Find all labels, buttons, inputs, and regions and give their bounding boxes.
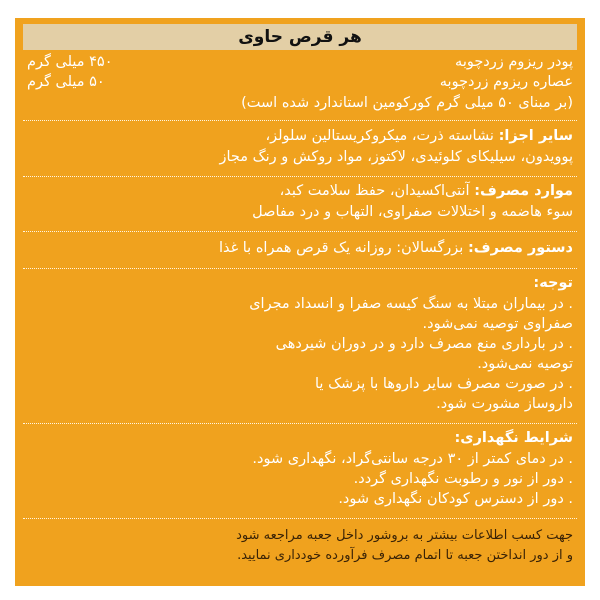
warning-line: صفراوی توصیه نمی‌شود. <box>422 316 573 332</box>
other-ingredients-line <box>25 128 573 144</box>
section-text: بزرگسالان: روزانه یک قرص همراه با غذا <box>218 240 468 256</box>
warning-line: توصیه نمی‌شود. <box>477 356 573 372</box>
uses-line: سوء هاضمه و اختلالات صفراوی، التهاب و درد مفاصل <box>252 204 573 220</box>
dosage-line <box>25 240 573 256</box>
standard-note: (بر مبنای ۵۰ میلی گرم کورکومین استاندارد شده است) <box>241 95 573 111</box>
section-text: نشاسته ذرت، میکروکریستالین سلولز، <box>265 128 499 144</box>
storage-line: . در دمای کمتر از ۳۰ درجه سانتی‌گراد، نگهداری شود. <box>252 451 573 467</box>
label-panel <box>15 18 585 586</box>
divider <box>23 268 577 269</box>
warning-line: . در بیماران مبتلا به سنگ کیسه صفرا و انسداد مجرای <box>249 296 573 312</box>
warnings-title: توجه: <box>533 275 573 291</box>
warning-line: . در بارداری منع مصرف دارد و در دوران شیردهی <box>275 336 573 352</box>
divider <box>23 176 577 177</box>
ingredient-row <box>27 54 573 70</box>
divider <box>23 423 577 424</box>
footer-line: جهت کسب اطلاعات بیشتر به بروشور داخل جعبه مراجعه شود <box>236 528 573 543</box>
ingredient-name: پودر ریزوم زردچوبه <box>455 54 573 70</box>
section-label: موارد مصرف: <box>474 183 573 199</box>
uses-line <box>25 183 573 199</box>
page-title: هر قرص حاوی <box>23 24 577 50</box>
footer-line: و از دور انداختن جعبه تا اتمام مصرف فرآورده خودداری نمایید. <box>237 548 573 563</box>
ingredient-dose: ۴۵۰ میلی گرم <box>27 54 113 70</box>
divider <box>23 231 577 232</box>
section-text: آنتی‌اکسیدان، حفظ سلامت کبد، <box>279 183 475 199</box>
warning-line: داروساز مشورت شود. <box>436 396 573 412</box>
warning-line: . در صورت مصرف سایر داروها با پزشک یا <box>315 376 573 392</box>
ingredient-row <box>27 74 573 90</box>
ingredient-dose: ۵۰ میلی گرم <box>27 74 105 90</box>
ingredient-name: عصاره ریزوم زردچوبه <box>439 74 573 90</box>
section-label: سایر اجزا: <box>498 128 573 144</box>
divider <box>23 518 577 519</box>
storage-title: شرایط نگهداری: <box>454 430 573 446</box>
storage-line: . دور از دسترس کودکان نگهداری شود. <box>338 491 573 507</box>
section-label: دستور مصرف: <box>467 240 573 256</box>
other-ingredients-line: پوویدون، سیلیکای کلوئیدی، لاکتوز، مواد روکش و رنگ مجاز <box>219 149 573 165</box>
divider <box>23 120 577 121</box>
storage-line: . دور از نور و رطوبت نگهداری گردد. <box>353 471 573 487</box>
